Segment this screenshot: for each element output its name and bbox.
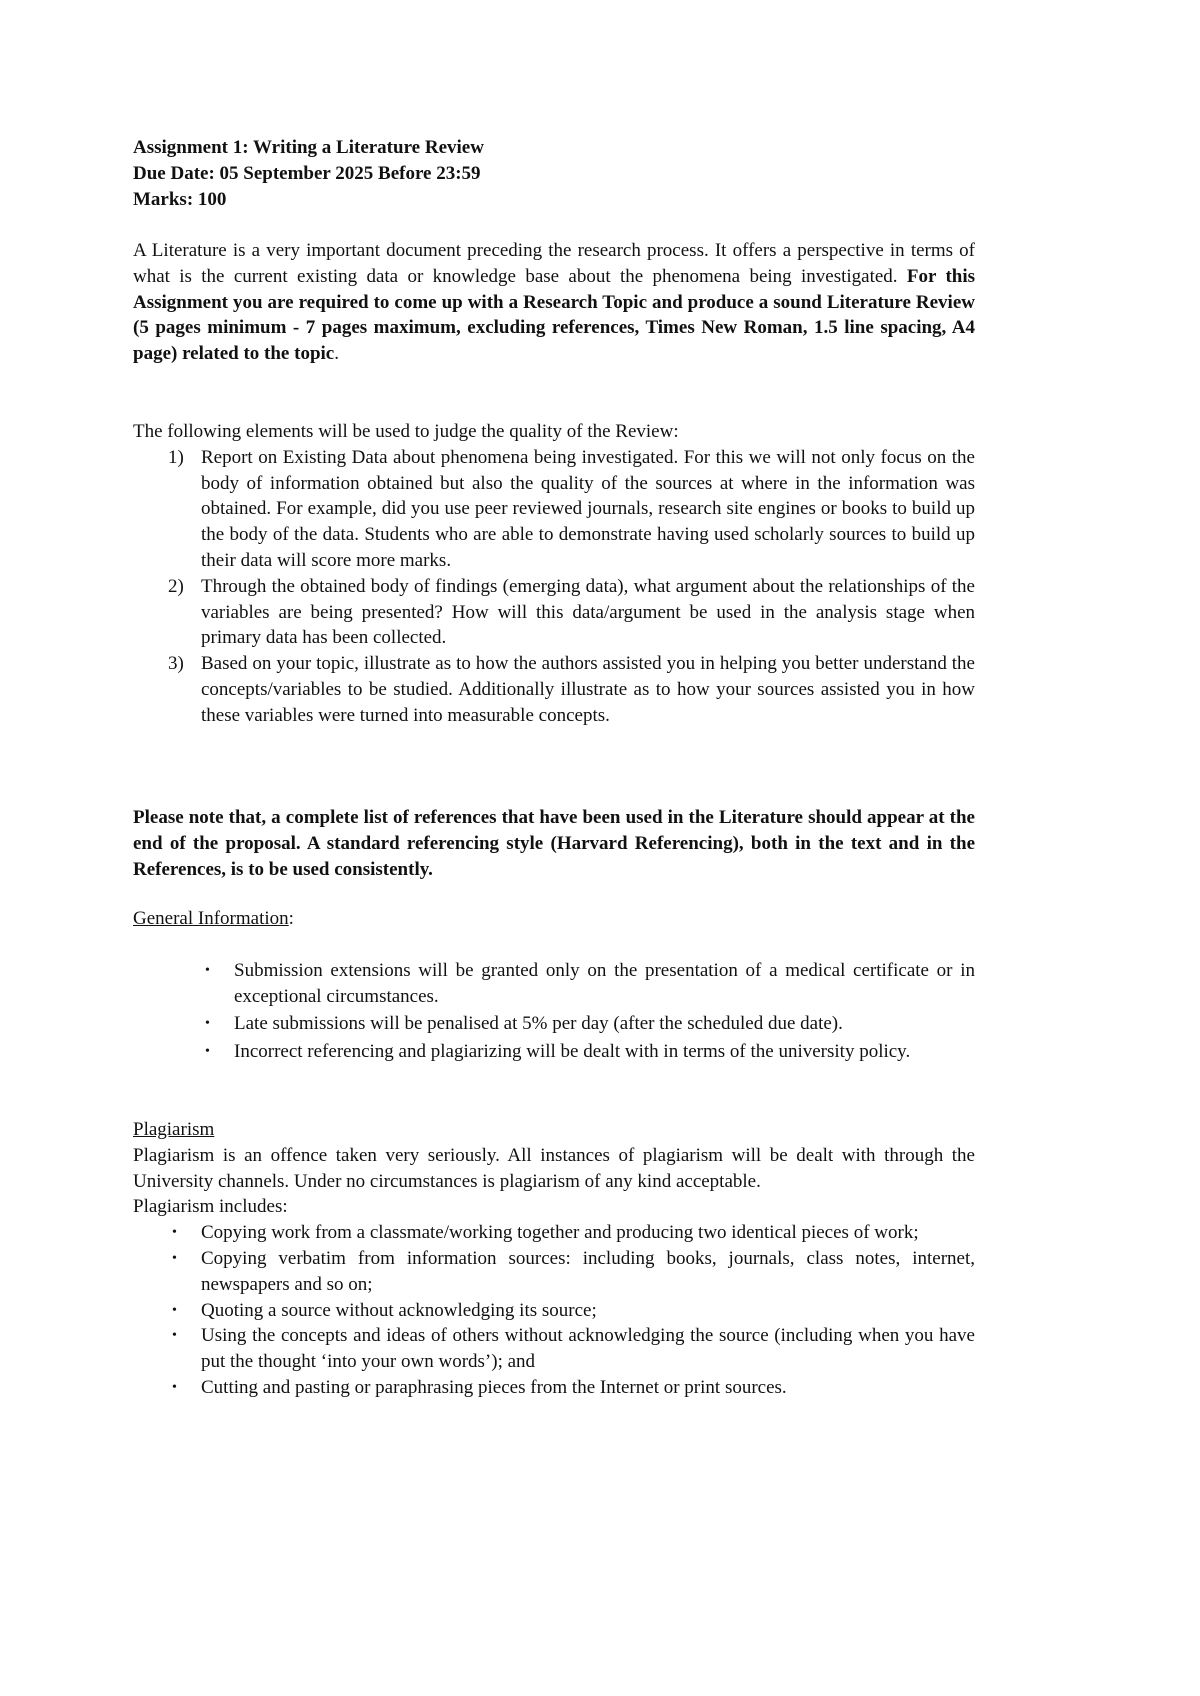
marks: Marks: 100 bbox=[133, 188, 227, 210]
heading-colon: : bbox=[288, 908, 294, 929]
intro-requirement: For this Assignment you are required to come up with a Research Topic and produce a sound Literature Review (5 pages minimum - 7 pages maximum, excluding references, Times New Roman, 1.5 line spacing, A4 page) related to the topic bbox=[133, 265, 976, 365]
general-info-item bbox=[133, 1011, 975, 1037]
bullet-icon: • bbox=[205, 1016, 210, 1032]
bullet-icon: • bbox=[205, 1044, 210, 1060]
list-item-text: Quoting a source without acknowledging its source; bbox=[201, 1299, 597, 1321]
list-item-text: Submission extensions will be granted only on the presentation of a medical certificate or in exceptional circumstances. bbox=[234, 959, 975, 1007]
plagiarism-includes: Plagiarism includes: bbox=[133, 1196, 288, 1218]
list-item-text: Report on Existing Data about phenomena being investigated. For this we will not only focus on the body of information obtained but also the quality of the sources at where in the information was obtained. For example, did you use peer reviewed journals, research site engines or books to build up the body of the data. Students who are able to demonstrate having used scholarly sources to build up their data will score more marks. bbox=[201, 446, 975, 571]
bullet-icon: • bbox=[172, 1250, 177, 1266]
list-item-text: Using the concepts and ideas of others without acknowledging the source (including when you have put the thought ‘into your own words’); and bbox=[201, 1325, 975, 1373]
plagiarism-item bbox=[133, 1298, 975, 1324]
list-number: 3) bbox=[168, 653, 184, 675]
criteria-item bbox=[133, 445, 975, 574]
list-item-text: Copying work from a classmate/working together and producing two identical pieces of work; bbox=[201, 1222, 919, 1244]
plagiarism-item bbox=[133, 1375, 975, 1401]
plagiarism-text: Plagiarism is an offence taken very seriously. All instances of plagiarism will be dealt with through the University channels. Under no circumstances is plagiarism of any kind acceptable. bbox=[133, 1144, 975, 1192]
general-info-item bbox=[133, 958, 975, 1010]
list-item-text: Late submissions will be penalised at 5% per day (after the scheduled due date). bbox=[234, 1013, 843, 1035]
criteria-lead: The following elements will be used to judge the quality of the Review: bbox=[133, 421, 679, 442]
plagiarism-heading: Plagiarism bbox=[133, 1119, 215, 1140]
bullet-icon: • bbox=[205, 962, 210, 978]
intro-text: A Literature is a very important document preceding the research process. It offers a perspective in terms of what is the current existing data or knowledge base about the phenomena being investigated. bbox=[133, 240, 975, 287]
plagiarism-item bbox=[133, 1220, 975, 1246]
general-information-section bbox=[133, 906, 975, 1067]
list-item-text: Cutting and pasting or paraphrasing pieces from the Internet or print sources. bbox=[201, 1376, 787, 1398]
list-item-text: Based on your topic, illustrate as to how the authors assisted you in helping you better understand the concepts/variables to be studied. Additionally illustrate as to how your sources assisted you in how these variables were turned into measurable concepts. bbox=[201, 653, 975, 726]
criteria-item bbox=[133, 651, 975, 728]
list-item-text: Through the obtained body of findings (emerging data), what argument about the relationships of the variables are being presented? How will this data/argument be used in the analysis stage when primary data has been collected. bbox=[201, 575, 975, 649]
bullet-icon: • bbox=[172, 1379, 177, 1395]
plagiarism-item bbox=[133, 1246, 975, 1298]
list-number: 1) bbox=[168, 446, 184, 468]
bullet-icon: • bbox=[172, 1328, 177, 1344]
due-date: Due Date: 05 September 2025 Before 23:59 bbox=[133, 162, 481, 184]
bullet-icon: • bbox=[172, 1225, 177, 1241]
document-header bbox=[133, 135, 975, 212]
list-item-text: Incorrect referencing and plagiarizing will be dealt with in terms of the university policy. bbox=[234, 1041, 911, 1063]
criteria-section bbox=[133, 419, 975, 729]
criteria-item bbox=[133, 574, 975, 651]
plagiarism-section bbox=[133, 1117, 975, 1401]
assignment-title: Assignment 1: Writing a Literature Review bbox=[133, 137, 484, 158]
plagiarism-item bbox=[133, 1323, 975, 1375]
references-note bbox=[133, 805, 975, 882]
list-item-text: Copying verbatim from information sources: including books, journals, class notes, internet, newspapers and so on; bbox=[201, 1247, 975, 1295]
intro-end: . bbox=[334, 343, 339, 365]
note-text: Please note that, a complete list of references that have been used in the Literature should appear at the end of the proposal. A standard referencing style (Harvard Referencing), both in the text and in the References, is to be used consistently. bbox=[133, 807, 975, 880]
bullet-icon: • bbox=[172, 1302, 177, 1318]
general-heading: General Information bbox=[133, 908, 289, 929]
intro-paragraph bbox=[133, 238, 975, 367]
general-info-item bbox=[133, 1039, 975, 1065]
list-number: 2) bbox=[168, 575, 184, 597]
